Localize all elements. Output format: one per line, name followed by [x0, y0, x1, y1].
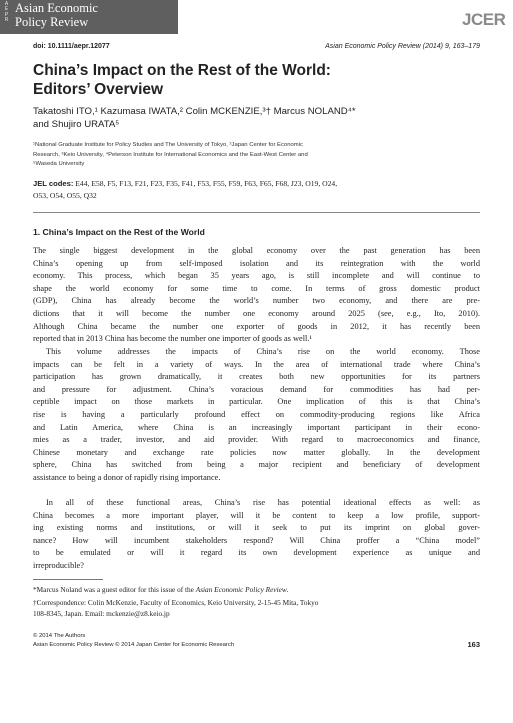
author-list: Takatoshi ITO,¹ Kazumasa IWATA,² Colin MCKENZIE,³† Marcus NOLAND⁴* and Shujiro URATA⁵ — [33, 106, 356, 130]
paragraph-1: The single biggest development in the global economy over the past generation has been China’s opening up from self-imposed isolation and its reintegration with the world economy. This process, which began 35 years ago, is still incomplete and will continue to shape the world economy for some time to come. In terms of gross domestic product (GDP), China has already become the world’s number two economy, and there are pre- dictions that it will become the number one economy around 2025 (see, e.g., Ito, 2010). Although China became the number one exporter of goods in 2012, it has recently been reported that in 2013 China has become the number one importer of goods as well.¹ — [33, 246, 480, 344]
journal-reference: Asian Economic Policy Review (2014) 9, 163–179 — [325, 43, 480, 50]
copyright: © 2014 The Authors Asian Economic Policy Review © 2014 Japan Center for Economic Research — [33, 633, 235, 649]
section-heading: 1. China’s Impact on the Rest of the World — [33, 227, 205, 237]
jcer-logo: JCER — [462, 10, 506, 29]
journal-name: Asian Economic Policy Review — [15, 1, 98, 29]
footnote-divider — [33, 579, 103, 580]
footnote-guest-editor: *Marcus Noland was a guest editor for this issue of the Asian Economic Policy Review. — [33, 585, 289, 594]
journal-acronym: A E P R — [4, 1, 9, 24]
jel-codes: JEL codes: E44, E58, F5, F13, F21, F23, F35, F41, F53, F55, F59, F63, F65, F68, J23, O19, O24, O53, O54, O55, Q32 — [33, 179, 338, 201]
jel-label: JEL codes: — [33, 179, 74, 188]
page-number: 163 — [467, 640, 480, 649]
article-title: China’s Impact on the Rest of the World: Editors’ Overview — [33, 62, 331, 98]
doi: doi: 10.1111/aepr.12077 — [33, 43, 110, 50]
divider — [33, 212, 480, 213]
paragraph-2: This volume addresses the impacts of China’s rise on the world economy. Those impacts can be felt in a variety of ways. In the area of international trade where China’s participation has grown dramatically, it creates both new opportunities for its partners and pressure for adjustment. China’s voracious demand for commodities has had per- ceptible impact on those markets in particular. One implication of this is that China’s rise is having a particularly profound effect on commodity-producing regions like Africa and Latin America, where China is an increasingly important participant in their econo- mies as a trader, investor, and aid provider. With regard to macroeconomics and finance, Chinese monetary and exchange rate policies now matter globally. In the development sphere, China has switched from being a major recipient and beneficiary of development assistance to being a donor of rapidly rising importance. — [33, 347, 480, 482]
paragraph-3: In all of these functional areas, China’s rise has potential ideational effects as well: as China becomes a more important player, will it be content to keep a low profile, support- ing existing norms and institutions, or will it seek to put its imprint on global gover- nance? How will incumbent stakeholders respond? Will China proffer a “China model” to be emulated or will it regard its own development experience as unique and irreproducible? — [33, 498, 480, 570]
footnote-correspondence: †Correspondence: Colin McKenzie, Faculty of Economics, Keio University, 2-15-45 Mita, Tokyo 108-8345, Japan. Email: mckenzie@z8.keio.jp — [33, 598, 319, 619]
affiliations: ¹National Graduate Institute for Policy Studies and The University of Tokyo, ²Japan Center for Economic Research, ³Keio University, ⁴Peterson Institute for International Economics and the East-West Center and ⁵Waseda University — [33, 142, 308, 168]
